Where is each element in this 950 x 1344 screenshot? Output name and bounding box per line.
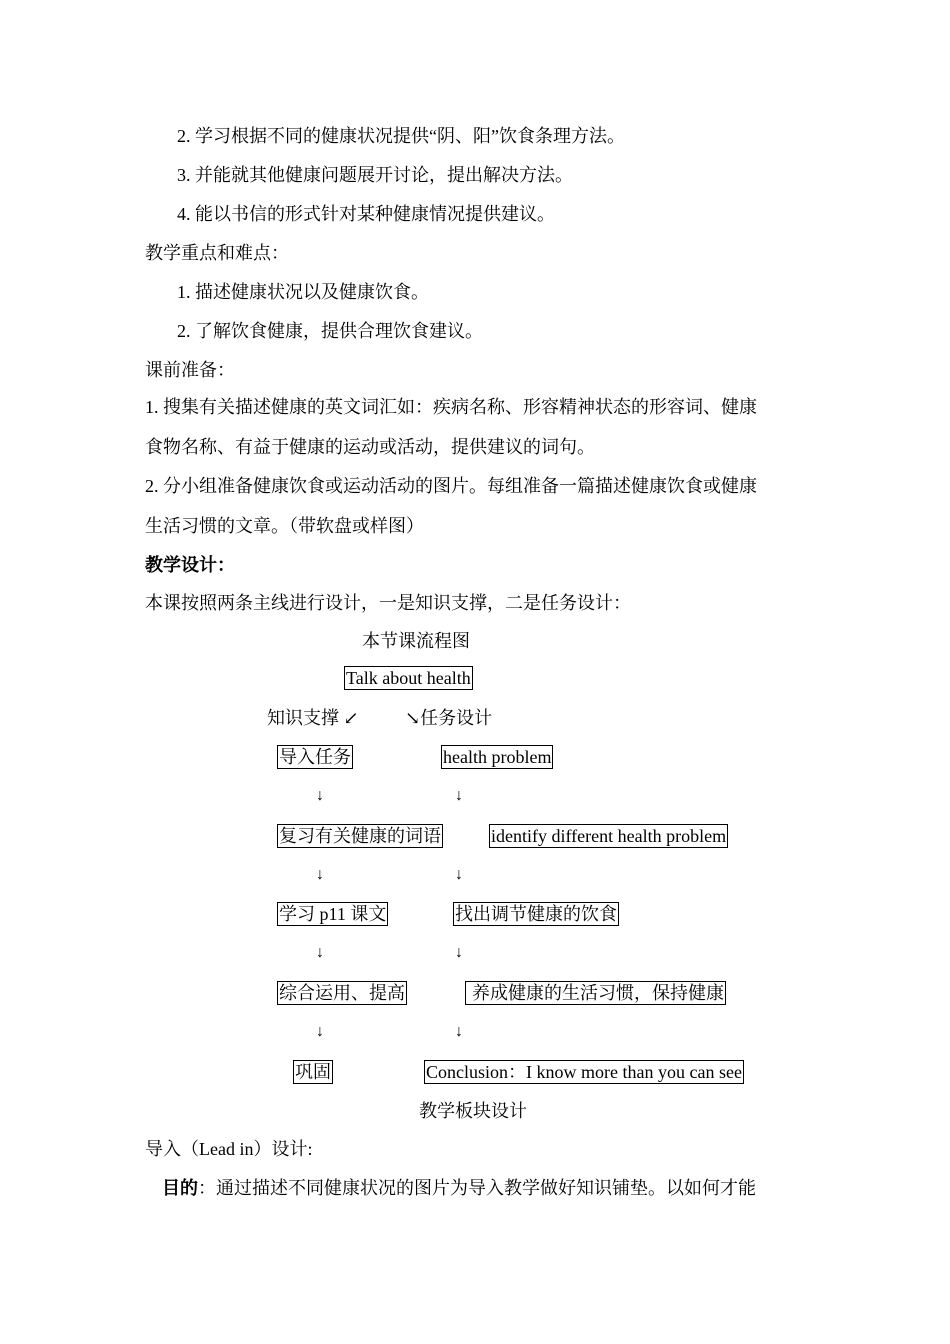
preparation-item-1-line-2: 食物名称、有益于健康的运动或活动，提供建议的词句。: [145, 437, 595, 457]
flow-left-box-4: 综合运用、提高: [279, 983, 405, 1003]
flow-right-box-5: Conclusion：I know more than you can see: [426, 1062, 742, 1082]
preparation-item-1-line-1: 1. 搜集有关描述健康的英文词汇如：疾病名称、形容精神状态的形容词、健康: [145, 397, 757, 417]
lead-in-purpose: [162, 1177, 756, 1199]
key-points-heading: 教学重点和难点：: [145, 243, 289, 263]
objective-3: 3. 并能就其他健康问题展开讨论，提出解决方法。: [177, 165, 573, 185]
arrow-right-2: ↓: [455, 866, 463, 883]
flow-right-box-3: 找出调节健康的饮食: [455, 904, 617, 924]
design-heading: 教学设计：: [145, 555, 235, 575]
arrow-left-1: ↓: [316, 787, 324, 804]
branch-right-label: ↘任务设计: [405, 708, 493, 728]
arrow-right-3: ↓: [455, 944, 463, 961]
lead-in-heading: 导入（Lead in）设计:: [145, 1139, 313, 1159]
arrow-left-4: ↓: [316, 1023, 324, 1040]
flow-right-box-2: identify different health problem: [491, 826, 727, 846]
arrow-left-3: ↓: [316, 944, 324, 961]
flow-left-box-3: 学习 p11 课文: [279, 904, 387, 924]
purpose-label: 目的: [162, 1178, 198, 1198]
flow-left-box-2: 复习有关健康的词语: [279, 826, 441, 846]
objective-2: 2. 学习根据不同的健康状况提供“阴、阳”饮食条理方法。: [177, 126, 625, 146]
section-title: 教学板块设计: [419, 1101, 527, 1121]
key-point-1: 1. 描述健康状况以及健康饮食。: [177, 282, 429, 302]
branch-left-label: 知识支撑 ↙: [267, 708, 359, 728]
flow-top-box: Talk about health: [346, 668, 471, 688]
key-point-2: 2. 了解饮食健康，提供合理饮食建议。: [177, 321, 483, 341]
flow-right-box-1: health problem: [443, 747, 552, 767]
arrow-left-2: ↓: [316, 866, 324, 883]
flow-right-box-4: 养成健康的生活习惯，保持健康: [465, 981, 726, 1005]
design-intro: 本课按照两条主线进行设计，一是知识支撑，二是任务设计：: [145, 593, 631, 613]
arrow-right-4: ↓: [455, 1023, 463, 1040]
purpose-text: ：通过描述不同健康状况的图片为导入教学做好知识铺垫。以如何才能: [198, 1178, 756, 1198]
arrow-right-1: ↓: [455, 787, 463, 804]
flow-left-box-1: 导入任务: [279, 747, 351, 767]
flow-left-box-5: 巩固: [295, 1062, 331, 1082]
flowchart-title: 本节课流程图: [362, 631, 470, 651]
preparation-heading: 课前准备：: [145, 360, 235, 380]
preparation-item-2-line-1: 2. 分小组准备健康饮食或运动活动的图片。每组准备一篇描述健康饮食或健康: [145, 476, 757, 496]
preparation-item-2-line-2: 生活习惯的文章。（带软盘或样图）: [145, 516, 424, 536]
objective-4: 4. 能以书信的形式针对某种健康情况提供建议。: [177, 204, 555, 224]
